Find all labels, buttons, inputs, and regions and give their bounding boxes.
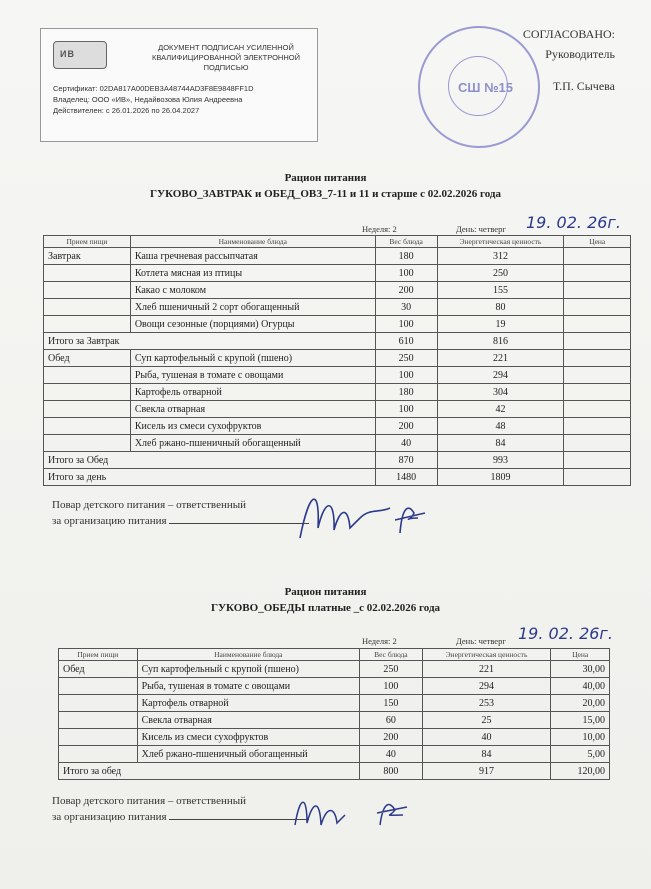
meal-cell [44, 299, 131, 316]
dish-cell: Суп картофельный с крупой (пшено) [137, 661, 359, 678]
weight-cell: 610 [375, 333, 437, 350]
energy-cell: 250 [437, 265, 564, 282]
meal-cell [59, 712, 138, 729]
dish-cell: Каша гречневая рассыпчатая [130, 248, 375, 265]
section2-menu-table [58, 648, 610, 780]
cook-line1: Повар детского питания – ответственный [52, 499, 246, 511]
signature-underline [169, 523, 309, 524]
energy-cell: 155 [437, 282, 564, 299]
electronic-signature-block [40, 28, 318, 142]
table-total-row [44, 333, 631, 350]
meal-cell [59, 695, 138, 712]
section2-title: Рацион питания [284, 586, 367, 598]
price-cell [564, 333, 631, 350]
price-cell [564, 367, 631, 384]
dish-cell: Котлета мясная из птицы [130, 265, 375, 282]
price-cell [564, 350, 631, 367]
cook-line1: Повар детского питания – ответственный [52, 795, 246, 807]
weight-cell: 100 [375, 316, 437, 333]
dish-cell: Кисель из смеси сухофруктов [137, 729, 359, 746]
dish-cell: Свекла отварная [130, 401, 375, 418]
dish-cell: Хлеб ржано-пшеничный обогащенный [137, 746, 359, 763]
weight-cell: 150 [360, 695, 423, 712]
handwritten-signature-2 [285, 785, 425, 835]
meal-cell [44, 316, 131, 333]
energy-cell: 84 [422, 746, 551, 763]
table-row [44, 299, 631, 316]
meal-cell [59, 729, 138, 746]
header-dish: Наименование блюда [137, 649, 359, 661]
meal-cell [44, 418, 131, 435]
energy-cell: 294 [437, 367, 564, 384]
price-cell: 20,00 [551, 695, 610, 712]
energy-cell: 993 [437, 452, 564, 469]
weight-cell: 250 [375, 350, 437, 367]
logo-text: ИВ [60, 49, 75, 59]
cook-line2: за организацию питания [52, 515, 167, 527]
handwritten-signature-1 [290, 478, 440, 548]
table-row [59, 695, 610, 712]
meal-cell [44, 435, 131, 452]
section2-handwritten-date: 19. 02. 26г. [518, 624, 613, 643]
meal-cell [59, 746, 138, 763]
weight-cell: 200 [360, 729, 423, 746]
approval-role: Руководитель [545, 47, 615, 61]
header-weight: Вес блюда [360, 649, 423, 661]
section1-subtitle: ГУКОВО_ЗАВТРАК и ОБЕД_ОВЗ_7-11 и 11 и старше с 02.02.2026 года [150, 188, 501, 200]
company-logo [53, 41, 107, 69]
header-price: Цена [564, 236, 631, 248]
section2-subtitle: ГУКОВО_ОБЕДЫ платные _с 02.02.2026 года [210, 602, 441, 614]
cook-line2-row [52, 809, 309, 825]
total-label: Итого за Завтрак [44, 333, 376, 350]
section2-week: Неделя: 2 [362, 636, 397, 646]
dish-cell: Картофель отварной [137, 695, 359, 712]
table-row [59, 712, 610, 729]
header-meal: Прием пищи [59, 649, 138, 661]
price-cell [564, 316, 631, 333]
price-cell: 15,00 [551, 712, 610, 729]
header-dish: Наименование блюда [130, 236, 375, 248]
header-meal: Прием пищи [44, 236, 131, 248]
total-label: Итого за день [44, 469, 376, 486]
energy-cell: 253 [422, 695, 551, 712]
weight-cell: 800 [360, 763, 423, 780]
energy-cell: 25 [422, 712, 551, 729]
meal-cell: Обед [59, 661, 138, 678]
meal-cell [44, 384, 131, 401]
header-weight: Вес блюда [375, 236, 437, 248]
price-cell: 120,00 [551, 763, 610, 780]
energy-cell: 816 [437, 333, 564, 350]
signature-details [53, 83, 253, 116]
meal-cell: Обед [44, 350, 131, 367]
price-cell [564, 435, 631, 452]
table-row [59, 746, 610, 763]
price-cell: 30,00 [551, 661, 610, 678]
price-cell: 40,00 [551, 678, 610, 695]
header-energy: Энергетическая ценность [422, 649, 551, 661]
price-cell [564, 401, 631, 418]
energy-cell: 80 [437, 299, 564, 316]
dish-cell: Овощи сезонные (порциями) Огурцы [130, 316, 375, 333]
dish-cell: Свекла отварная [137, 712, 359, 729]
energy-cell: 40 [422, 729, 551, 746]
section1-cook-signature-line [52, 497, 309, 529]
section1-day: День: четверг [456, 224, 506, 234]
table-row [44, 384, 631, 401]
weight-cell: 200 [375, 418, 437, 435]
weight-cell: 200 [375, 282, 437, 299]
section2-day: День: четверг [456, 636, 506, 646]
table-row [59, 729, 610, 746]
energy-cell: 19 [437, 316, 564, 333]
meal-cell: Завтрак [44, 248, 131, 265]
table-row [44, 435, 631, 452]
section2-cook-signature-line [52, 793, 309, 825]
meal-cell [59, 678, 138, 695]
dish-cell: Суп картофельный с крупой (пшено) [130, 350, 375, 367]
table-row [59, 661, 610, 678]
energy-cell: 221 [422, 661, 551, 678]
cook-line2: за организацию питания [52, 811, 167, 823]
energy-cell: 294 [422, 678, 551, 695]
dish-cell: Кисель из смеси сухофруктов [130, 418, 375, 435]
energy-cell: 42 [437, 401, 564, 418]
price-cell [564, 248, 631, 265]
table-row [44, 282, 631, 299]
table-row [44, 350, 631, 367]
dish-cell: Рыба, тушеная в томате с овощами [137, 678, 359, 695]
price-cell [564, 282, 631, 299]
header-energy: Энергетическая ценность [437, 236, 564, 248]
table-row [44, 401, 631, 418]
approval-agreed: СОГЛАСОВАНО: [522, 27, 615, 41]
weight-cell: 100 [375, 401, 437, 418]
energy-cell: 221 [437, 350, 564, 367]
weight-cell: 870 [375, 452, 437, 469]
total-label: Итого за Обед [44, 452, 376, 469]
section1-handwritten-date: 19. 02. 26г. [526, 213, 621, 232]
price-cell [564, 452, 631, 469]
school-stamp [418, 26, 540, 148]
price-cell [564, 418, 631, 435]
price-cell [564, 384, 631, 401]
table-header-row [59, 649, 610, 661]
price-cell [564, 469, 631, 486]
energy-cell: 1809 [437, 469, 564, 486]
price-cell [564, 265, 631, 282]
dish-cell: Картофель отварной [130, 384, 375, 401]
energy-cell: 917 [422, 763, 551, 780]
weight-cell: 40 [360, 746, 423, 763]
certificate-owner: Владелец: ООО «ИВ», Недайвозова Юлия Андреевна [53, 95, 243, 104]
signature-header: ДОКУМЕНТ ПОДПИСАН УСИЛЕННОЙ КВАЛИФИЦИРОВАННОЙ ЭЛЕКТРОННОЙ ПОДПИСЬЮ [152, 43, 300, 72]
table-row [44, 248, 631, 265]
meal-cell [44, 282, 131, 299]
certificate-validity: Действителен: с 26.01.2026 по 26.04.2027 [53, 106, 200, 115]
price-cell: 10,00 [551, 729, 610, 746]
energy-cell: 304 [437, 384, 564, 401]
table-header-row [44, 236, 631, 248]
certificate-number: Сертификат: 02DA817A00DEB3A48744AD3F8E9848FF1D [53, 84, 254, 93]
section1-title: Рацион питания [284, 172, 367, 184]
weight-cell: 180 [375, 248, 437, 265]
energy-cell: 312 [437, 248, 564, 265]
section1-week: Неделя: 2 [362, 224, 397, 234]
weight-cell: 30 [375, 299, 437, 316]
weight-cell: 100 [375, 367, 437, 384]
dish-cell: Хлеб пшеничный 2 сорт обогащенный [130, 299, 375, 316]
weight-cell: 100 [360, 678, 423, 695]
table-row [44, 418, 631, 435]
table-row [44, 316, 631, 333]
header-price: Цена [551, 649, 610, 661]
energy-cell: 84 [437, 435, 564, 452]
meal-cell [44, 401, 131, 418]
cook-line2-row [52, 513, 309, 529]
dish-cell: Рыба, тушеная в томате с овощами [130, 367, 375, 384]
weight-cell: 100 [375, 265, 437, 282]
table-total-row [44, 452, 631, 469]
stamp-text: СШ №15 [458, 80, 514, 95]
total-label: Итого за обед [59, 763, 360, 780]
weight-cell: 180 [375, 384, 437, 401]
price-cell: 5,00 [551, 746, 610, 763]
table-row [44, 367, 631, 384]
dish-cell: Хлеб ржано-пшеничный обогащенный [130, 435, 375, 452]
weight-cell: 60 [360, 712, 423, 729]
table-row [59, 678, 610, 695]
table-total-row [59, 763, 610, 780]
section1-menu-table [43, 235, 631, 486]
weight-cell: 250 [360, 661, 423, 678]
weight-cell: 40 [375, 435, 437, 452]
approval-block [522, 24, 615, 93]
energy-cell: 48 [437, 418, 564, 435]
meal-cell [44, 265, 131, 282]
approval-name: Т.П. Сычева [552, 79, 615, 93]
dish-cell: Какао с молоком [130, 282, 375, 299]
meal-cell [44, 367, 131, 384]
table-row [44, 265, 631, 282]
price-cell [564, 299, 631, 316]
weight-cell: 1480 [375, 469, 437, 486]
